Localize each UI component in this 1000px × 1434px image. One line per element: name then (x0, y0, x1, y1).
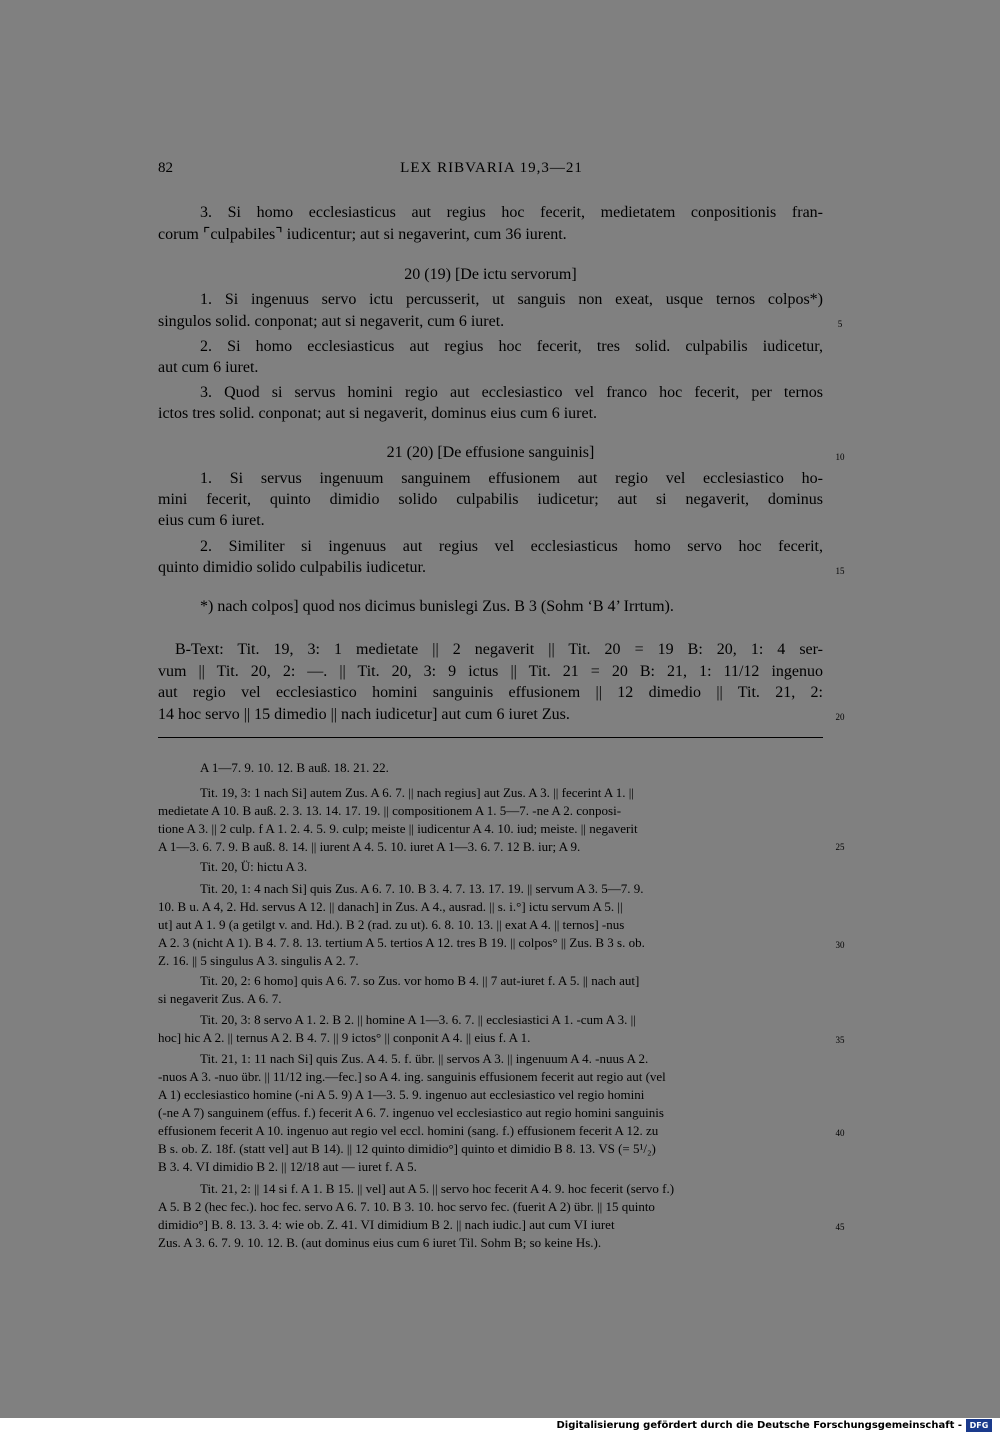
body-line: 3. Quod si servus homini regio aut ecclesiastico vel franco hoc fecerit, per ternos (200, 384, 823, 401)
section-heading: 21 (20) [De effusione sanguinis] (386, 444, 595, 461)
body-line: 2. Similiter si ingenuus aut regius vel ecclesiasticus homo servo hoc fecerit, (200, 538, 823, 555)
btext-line: aut regio vel ecclesiastico homini sanguinis effusionem || 12 dimedio || Tit. 21, 2: (158, 684, 823, 701)
separator-rule (158, 737, 823, 738)
line-number: 30 (835, 940, 845, 950)
apparatus-line: B 3. 4. VI dimidio B 2. || 12/18 aut — iuret f. A 5. (158, 1159, 417, 1174)
body-line: corum ⌜culpabiles⌝ iudicentur; aut si negaverint, cum 36 iurent. (158, 226, 567, 243)
apparatus-line: Tit. 20, 1: 4 nach Si] quis Zus. A 6. 7. 10. B 3. 4. 7. 13. 17. 19. || servum A 3. 5—7. 9. (200, 881, 644, 896)
btext-line: vum || Tit. 20, 2: —. || Tit. 20, 3: 9 ictus || Tit. 21 = 20 B: 21, 1: 11/12 ingenuo (158, 663, 823, 680)
apparatus-line: ut] aut A 1. 9 (a getilgt v. and. Hd.). B 2 (rad. zu ut). 6. 8. 10. 13. || exat A 4. || ternos] -nus (158, 917, 625, 932)
body-line: singulos solid. conponat; aut si negaverit, cum 6 iuret. (158, 313, 505, 330)
apparatus-line: Tit. 20, 3: 8 servo A 1. 2. B 2. || homine A 1—3. 6. 7. || ecclesiastici A 1. -cum A 3. || (200, 1012, 636, 1027)
page-number: 82 (158, 160, 173, 176)
apparatus-line: A 1) ecclesiastico homine (-ni A 5. 9) A 1—3. 5. 9. ingenuo aut ecclesiastico vel regio homini (158, 1087, 645, 1102)
body-line: eius cum 6 iuret. (158, 512, 265, 529)
apparatus-line: effusionem fecerit A 10. ingenuo aut regio vel eccl. homini (sang. f.) effusionem fecerit A 12. zu (158, 1123, 659, 1138)
apparatus-line: Tit. 21, 1: 11 nach Si] quis Zus. A 4. 5. f. übr. || servos A 3. || ingenuum A 4. -nuus A 2. (200, 1051, 649, 1066)
page-title: LEX RIBVARIA 19,3—21 (400, 160, 583, 176)
apparatus-line: A 1—7. 9. 10. 12. B auß. 18. 21. 22. (200, 760, 389, 775)
body-line: 3. Si homo ecclesiasticus aut regius hoc fecerit, medietatem conpositionis fran- (200, 204, 823, 221)
apparatus-line: Zus. A 3. 6. 7. 9. 10. 12. B. (aut dominus eius cum 6 iuret Til. Sohm B; so keine Hs.). (158, 1235, 602, 1250)
line-number: 45 (835, 1222, 845, 1232)
dfg-logo-icon: DFG (966, 1419, 992, 1432)
running-header (158, 160, 825, 184)
line-number: 5 (837, 319, 843, 329)
apparatus-line: B s. ob. Z. 18f. (statt vel] aut B 14). || 12 quinto dimidio°] quinto et dimidio B 8. 13. VS (= 5¹/₂) (158, 1141, 656, 1156)
apparatus-line: hoc] hic A 2. || ternus A 2. B 4. 7. || 9 ictos° || conponit A 4. || eius f. A 1. (158, 1030, 531, 1045)
line-number: 15 (835, 566, 845, 576)
apparatus-line: -nuos A 3. -nuo übr. || 11/12 ing.—fec.] so A 4. ing. sanguinis effusionem fecerit aut regio aut (vel (158, 1069, 666, 1084)
apparatus-line: tione A 3. || 2 culp. f A 1. 2. 4. 5. 9. culp; meiste || iudicentur A 4. 10. iud; meiste. || negaverit (158, 821, 638, 836)
apparatus-line: medietate A 10. B auß. 2. 3. 13. 14. 17. 19. || compositionem A 1. 5—7. -ne A 2. conposi- (158, 803, 622, 818)
apparatus-line: 10. B u. A 4, 2. Hd. servus A 12. || danach] in Zus. A 4., ausrad. || s. i.°] ictu servum A 5. || (158, 899, 623, 914)
apparatus-line: A 1—3. 6. 7. 9. B auß. 8. 14. || iurent A 4. 5. 10. iuret A 1—3. 6. 7. 12 B. iur; A 9. (158, 839, 581, 854)
line-number: 10 (835, 452, 845, 462)
line-number: 35 (835, 1035, 845, 1045)
footnote-line: *) nach colpos] quod nos dicimus bunislegi Zus. B 3 (Sohm ‘B 4’ Irrtum). (200, 598, 674, 615)
apparatus-line: (-ne A 7) sanguinem (effus. f.) fecerit A 6. 7. ingenuo vel ecclesiastico aut regio homini sanguinis (158, 1105, 664, 1120)
apparatus-line: Tit. 19, 3: 1 nach Si] autem Zus. A 6. 7. || nach regius] aut Zus. A 3. || fecerint A 1. || (200, 785, 634, 800)
body-line: 1. Si servus ingenuum sanguinem effusionem aut regio vel ecclesiastico ho- (200, 470, 823, 487)
line-number: 25 (835, 842, 845, 852)
line-number: 40 (835, 1128, 845, 1138)
footer-bar (0, 1418, 1000, 1434)
btext-line: B-Text: Tit. 19, 3: 1 medietate || 2 negaverit || Tit. 20 = 19 B: 20, 1: 4 ser- (175, 641, 823, 658)
body-line: aut cum 6 iuret. (158, 359, 259, 376)
line-number: 20 (835, 712, 845, 722)
apparatus-line: si negaverit Zus. A 6. 7. (158, 991, 282, 1006)
btext-line: 14 hoc servo || 15 dimedio || nach iudicetur] aut cum 6 iuret Zus. (158, 706, 570, 723)
apparatus-line: Tit. 21, 2: || 14 si f. A 1. B 15. || vel] aut A 5. || servo hoc fecerit A 4. 9. hoc fecerit (servo f.) (200, 1181, 675, 1196)
section-heading: 20 (19) [De ictu servorum] (404, 266, 577, 283)
body-line: 2. Si homo ecclesiasticus aut regius hoc fecerit, tres solid. culpabilis iudicetur, (200, 338, 823, 355)
body-line: ictos tres solid. conponat; aut si negaverit, dominus eius cum 6 iuret. (158, 405, 598, 422)
body-line: 1. Si ingenuus servo ictu percusserit, ut sanguis non exeat, usque ternos colpos*) (200, 291, 823, 308)
apparatus-line: Tit. 20, Ü: hictu A 3. (200, 859, 308, 874)
apparatus-line: Z. 16. || 5 singulus A 3. singulis A 2. 7. (158, 953, 359, 968)
body-line: mini fecerit, quinto dimidio solido culpabilis iudicetur; aut si negaverit, dominus (158, 491, 823, 508)
apparatus-line: A 5. B 2 (hec fec.). hoc fec. servo A 6. 7. 10. B 3. 10. hoc servo fec. (fuerit A 2) übr. || 15 quinto (158, 1199, 655, 1214)
body-line: quinto dimidio solido culpabilis iudicetur. (158, 559, 426, 576)
funding-notice: Digitalisierung gefördert durch die Deutsche Forschungsgemeinschaft - (556, 1420, 962, 1431)
apparatus-line: A 2. 3 (nicht A 1). B 4. 7. 8. 13. tertium A 5. tertios A 12. tres B 19. || colpos° || Zus. B 3 s. ob. (158, 935, 645, 950)
apparatus-line: dimidio°] B. 8. 13. 3. 4: wie ob. Z. 41. VI dimidium B 2. || nach iudic.] aut cum VI iuret (158, 1217, 615, 1232)
apparatus-line: Tit. 20, 2: 6 homo] quis A 6. 7. so Zus. vor homo B 4. || 7 aut-iuret f. A 5. || nach aut] (200, 973, 640, 988)
